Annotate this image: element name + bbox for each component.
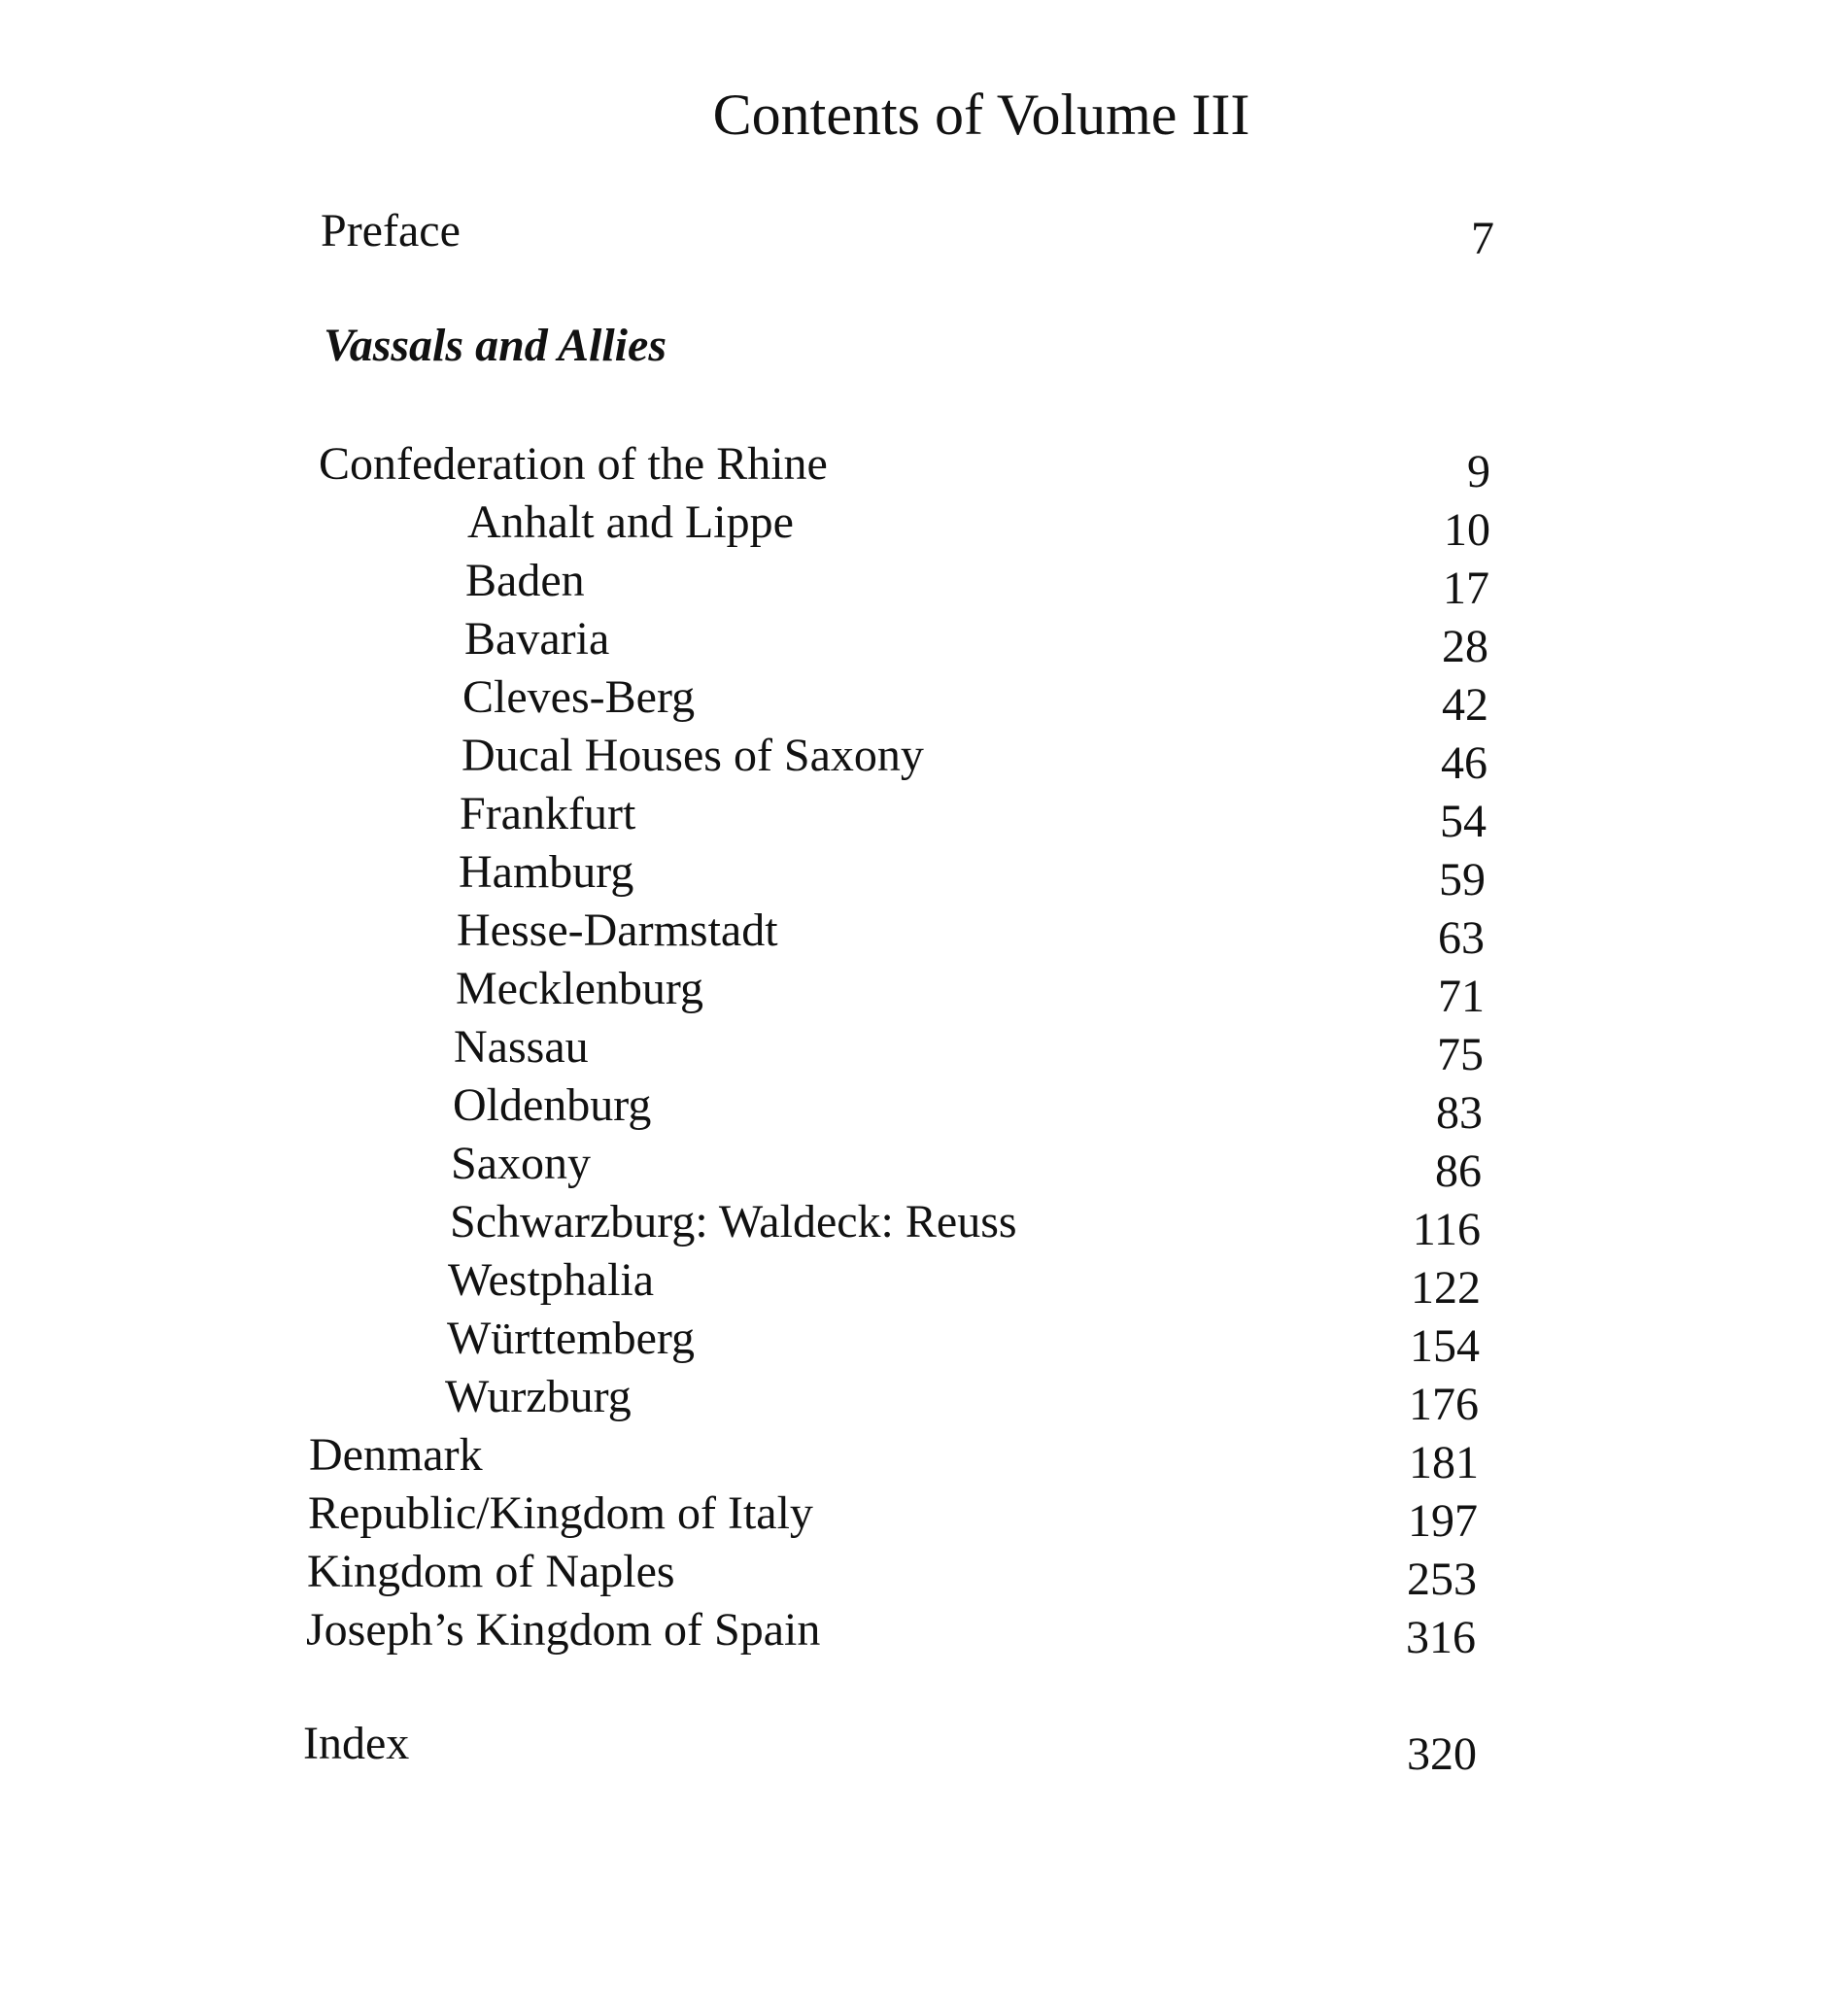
toc-entry-page: 116 bbox=[1412, 1204, 1481, 1255]
toc-entry-page: 176 bbox=[1409, 1379, 1479, 1430]
toc-entry-label: Württemberg bbox=[447, 1313, 696, 1364]
toc-entry-label: Nassau bbox=[454, 1021, 589, 1073]
toc-entry-label: Wurzburg bbox=[445, 1371, 632, 1422]
toc-entry-page: 83 bbox=[1436, 1087, 1483, 1139]
toc-entry-label: Schwarzburg: Waldeck: Reuss bbox=[450, 1196, 1017, 1247]
preface-label: Preface bbox=[321, 205, 461, 256]
page-title: Contents of Volume III bbox=[712, 83, 1250, 147]
toc-entry-page: 63 bbox=[1438, 912, 1485, 964]
toc-entry-page: 253 bbox=[1407, 1554, 1477, 1605]
toc-entry-label: Joseph’s Kingdom of Spain bbox=[306, 1604, 821, 1656]
toc-entry-page: 54 bbox=[1440, 796, 1487, 847]
toc-entry-page: 197 bbox=[1408, 1495, 1478, 1547]
preface-page: 7 bbox=[1471, 213, 1494, 264]
toc-entry-label: Republic/Kingdom of Italy bbox=[308, 1487, 813, 1539]
index-label: Index bbox=[303, 1718, 410, 1769]
toc-entry-page: 316 bbox=[1406, 1612, 1476, 1663]
toc-entry-label: Bavaria bbox=[464, 613, 610, 665]
toc-entry-label: Oldenburg bbox=[453, 1079, 652, 1131]
toc-entry-label: Hesse-Darmstadt bbox=[457, 905, 778, 956]
toc-entry-page: 75 bbox=[1437, 1029, 1484, 1080]
toc-entry-label: Frankfurt bbox=[460, 788, 636, 839]
toc-entry-label: Ducal Houses of Saxony bbox=[462, 730, 924, 781]
toc-entry-label: Cleves-Berg bbox=[462, 671, 696, 723]
toc-entry-label: Hamburg bbox=[459, 846, 634, 898]
toc-entry-label: Saxony bbox=[451, 1138, 591, 1189]
toc-entry-label: Denmark bbox=[309, 1429, 483, 1481]
toc-entry-page: 10 bbox=[1444, 504, 1490, 556]
toc-entry-page: 86 bbox=[1435, 1145, 1482, 1197]
toc-entry-page: 42 bbox=[1442, 679, 1488, 731]
toc-entry-page: 122 bbox=[1411, 1262, 1481, 1314]
toc-entry-page: 71 bbox=[1438, 971, 1485, 1022]
toc-entry-page: 46 bbox=[1441, 737, 1487, 789]
toc-entry-page: 154 bbox=[1410, 1320, 1480, 1372]
section-heading: Vassals and Allies bbox=[324, 320, 667, 371]
toc-entry-label: Kingdom of Naples bbox=[307, 1546, 675, 1597]
toc-entry-page: 17 bbox=[1443, 563, 1489, 614]
toc-entry-label: Anhalt and Lippe bbox=[467, 496, 794, 548]
toc-entry-label: Westphalia bbox=[448, 1254, 655, 1306]
index-page: 320 bbox=[1407, 1728, 1477, 1780]
confederation-page: 9 bbox=[1467, 446, 1490, 497]
toc-entry-label: Baden bbox=[465, 555, 585, 606]
toc-entry-page: 59 bbox=[1439, 854, 1486, 905]
toc-entry-label: Mecklenburg bbox=[456, 963, 704, 1014]
toc-entry-page: 28 bbox=[1442, 621, 1488, 672]
confederation-label: Confederation of the Rhine bbox=[319, 438, 828, 490]
toc-entry-page: 181 bbox=[1409, 1437, 1479, 1488]
